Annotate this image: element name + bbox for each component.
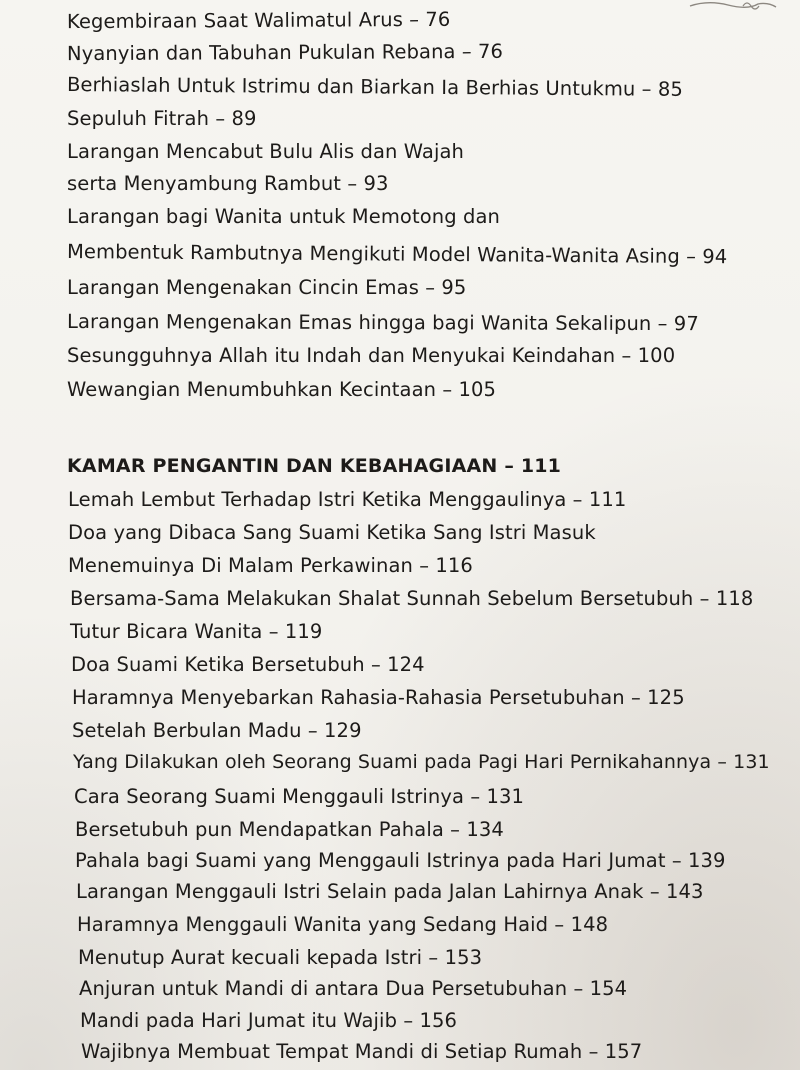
toc-entry: Berhiaslah Untuk Istrimu dan Biarkan Ia Berhias Untukmu – 85 [66, 73, 683, 101]
section-heading: KAMAR PENGANTIN DAN KEBAHAGIAAN – 111 [67, 455, 562, 477]
toc-entry: Haramnya Menggauli Wanita yang Sedang Haid – 148 [77, 913, 609, 936]
toc-entry: Doa Suami Ketika Bersetubuh – 124 [71, 653, 425, 676]
toc-entry: Cara Seorang Suami Menggauli Istrinya – 131 [74, 785, 525, 808]
toc-entry: Membentuk Rambutnya Mengikuti Model Wanita-Wanita Asing – 94 [66, 240, 728, 269]
toc-entry: Mandi pada Hari Jumat itu Wajib – 156 [80, 1009, 458, 1032]
toc-entry: Larangan Mengenakan Cincin Emas – 95 [67, 276, 467, 299]
toc-entry: Pahala bagi Suami yang Menggauli Istrinya pada Hari Jumat – 139 [75, 849, 726, 872]
toc-entry: Wewangian Menumbuhkan Kecintaan – 105 [67, 378, 497, 401]
toc-entry: Bersama-Sama Melakukan Shalat Sunnah Sebelum Bersetubuh – 118 [70, 587, 754, 610]
toc-entry: Lemah Lembut Terhadap Istri Ketika Menggaulinya – 111 [68, 488, 627, 511]
toc-entry: Anjuran untuk Mandi di antara Dua Persetubuhan – 154 [79, 977, 628, 1000]
toc-entry: Kegembiraan Saat Walimatul Arus – 76 [66, 7, 451, 34]
toc-entry: serta Menyambung Rambut – 93 [67, 172, 389, 195]
toc-entry: Larangan Mencabut Bulu Alis dan Wajah [67, 140, 464, 163]
toc-entry: Larangan bagi Wanita untuk Memotong dan [67, 205, 500, 228]
toc-entry: Doa yang Dibaca Sang Suami Ketika Sang Istri Masuk [68, 521, 596, 544]
ornament-flourish-icon [688, 0, 778, 12]
toc-entry: Sesungguhnya Allah itu Indah dan Menyukai Keindahan – 100 [67, 344, 676, 367]
toc-entry: Bersetubuh pun Mendapatkan Pahala – 134 [75, 818, 504, 841]
toc-entry: Larangan Menggauli Istri Selain pada Jalan Lahirnya Anak – 143 [76, 880, 704, 903]
toc-entry: Menemuinya Di Malam Perkawinan – 116 [68, 554, 473, 577]
toc-entry: Setelah Berbulan Madu – 129 [72, 719, 362, 742]
toc-entry: Menutup Aurat kecuali kepada Istri – 153 [78, 946, 483, 969]
toc-entry: Yang Dilakukan oleh Seorang Suami pada Pagi Hari Pernikahannya – 131 [73, 751, 770, 773]
toc-entry: Haramnya Menyebarkan Rahasia-Rahasia Persetubuhan – 125 [72, 686, 685, 709]
toc-entry: Wajibnya Membuat Tempat Mandi di Setiap Rumah – 157 [81, 1040, 643, 1063]
toc-entry: Tutur Bicara Wanita – 119 [70, 620, 323, 643]
toc-entry: Larangan Mengenakan Emas hingga bagi Wanita Sekalipun – 97 [66, 310, 699, 336]
toc-entry: Nyanyian dan Tabuhan Pukulan Rebana – 76 [66, 39, 504, 66]
toc-entry: Sepuluh Fitrah – 89 [67, 107, 257, 130]
